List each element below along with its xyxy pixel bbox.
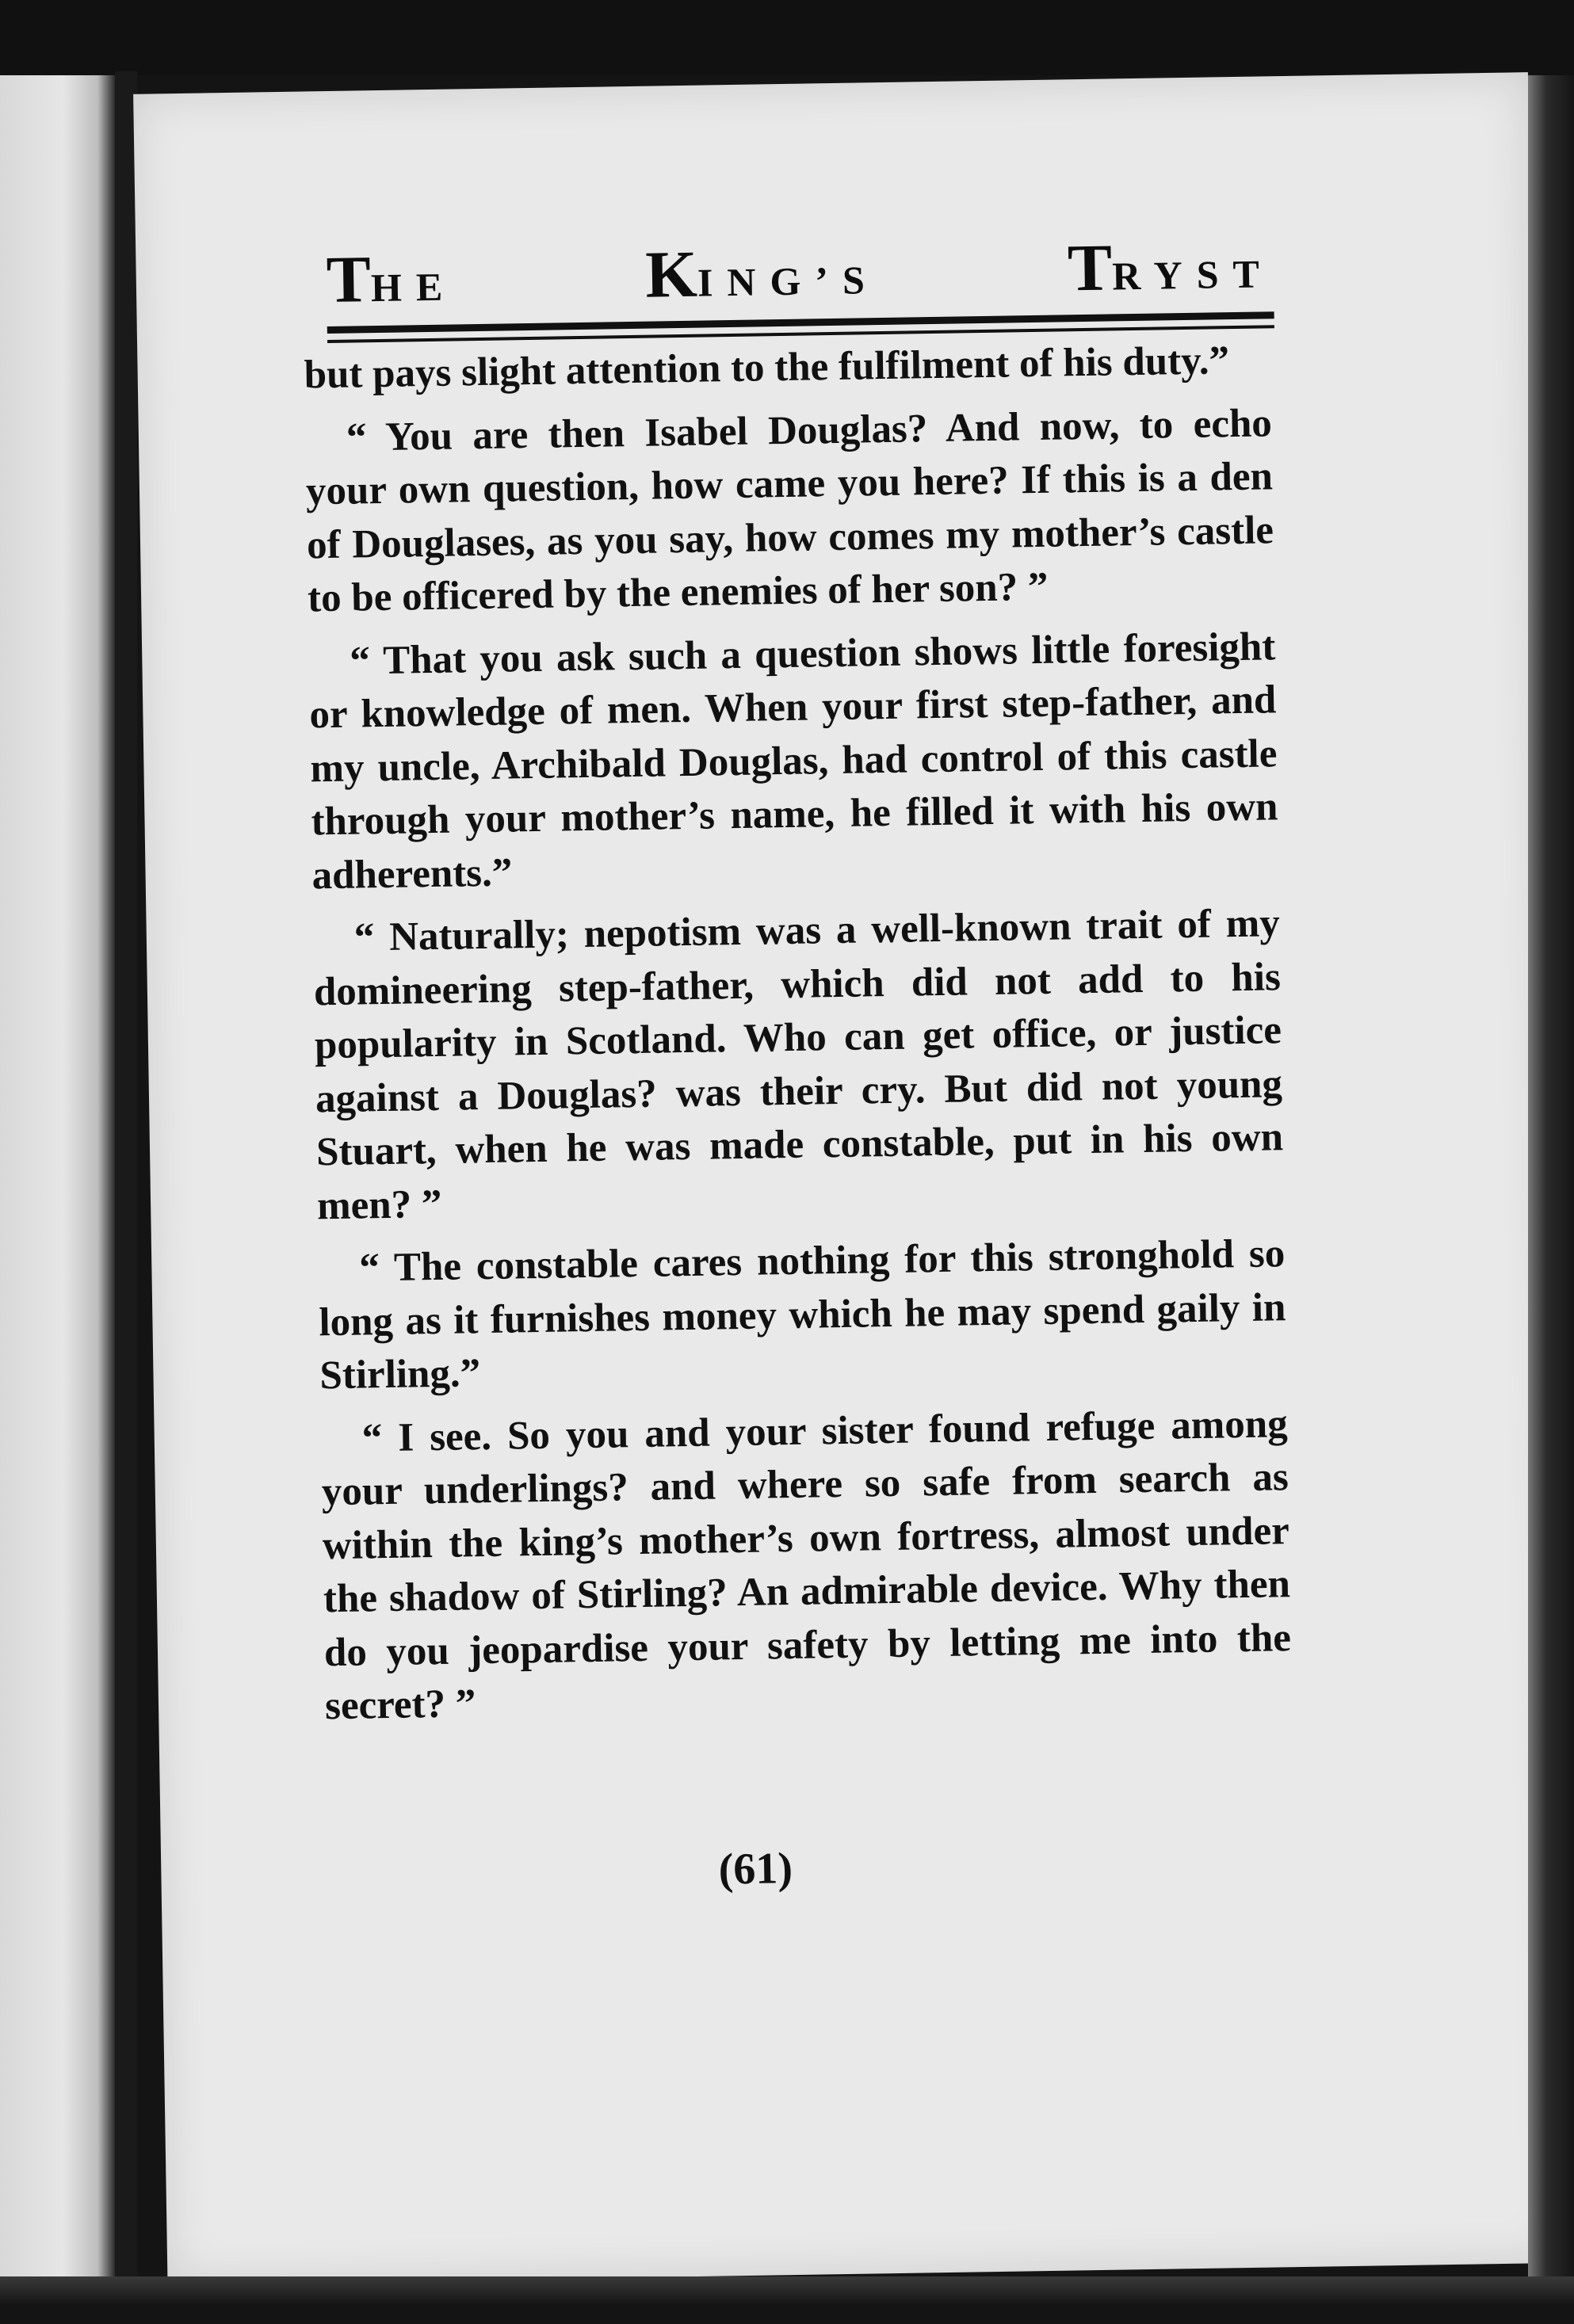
paragraph: “ I see. So you and your sister found refuge among your underlings? and where so safe from search as within the king’s mother’s own fortress, almost under the shadow of Stirling? An admirable device. Why then do you jeopardise your safety by letting me into the secret? ” — [321, 1401, 1292, 1729]
running-head-word-2: KING’S — [644, 237, 880, 312]
scan-border-bottom — [0, 2276, 1574, 2324]
body-text — [304, 334, 1292, 1742]
paragraph: “ The constable cares nothing for this stronghold so long as it furnishes money which he may spend gaily in Stirling.” — [319, 1231, 1286, 1399]
running-head-word-3: TRYST — [1067, 231, 1274, 306]
paragraph: but pays slight attention to the fulfilment of his duty.” — [304, 338, 1230, 398]
running-head-word-1: THE — [326, 242, 457, 318]
running-head — [326, 227, 1274, 319]
paragraph: “ Naturally; nepotism was a well-known trait of my domineering step-father, which did not add to his popularity in Scotland. Who can get office, or justice against a Douglas? was their cry. But did not young Stuart, when he was made constable, put in his own men? ” — [313, 901, 1284, 1228]
scan-border-top — [0, 0, 1574, 75]
page-number: (61) — [718, 1844, 793, 1895]
previous-page-edge — [0, 75, 115, 2278]
gutter-shadow — [115, 71, 137, 2290]
book-page — [133, 72, 1562, 2284]
paragraph: “ You are then Isabel Douglas? And now, to echo your own question, how came you here? If this is a den of Douglases, as you say, how comes my mother’s castle to be officered by the enemies of her son? ” — [305, 400, 1274, 621]
paragraph: “ That you ask such a question shows little foresight or knowledge of men. When your first step-father, and my uncle, Archibald Douglas, had control of this castle through your mother’s name, he filled it with his own adherents.” — [309, 624, 1278, 898]
scan-border-right — [1528, 75, 1574, 2324]
